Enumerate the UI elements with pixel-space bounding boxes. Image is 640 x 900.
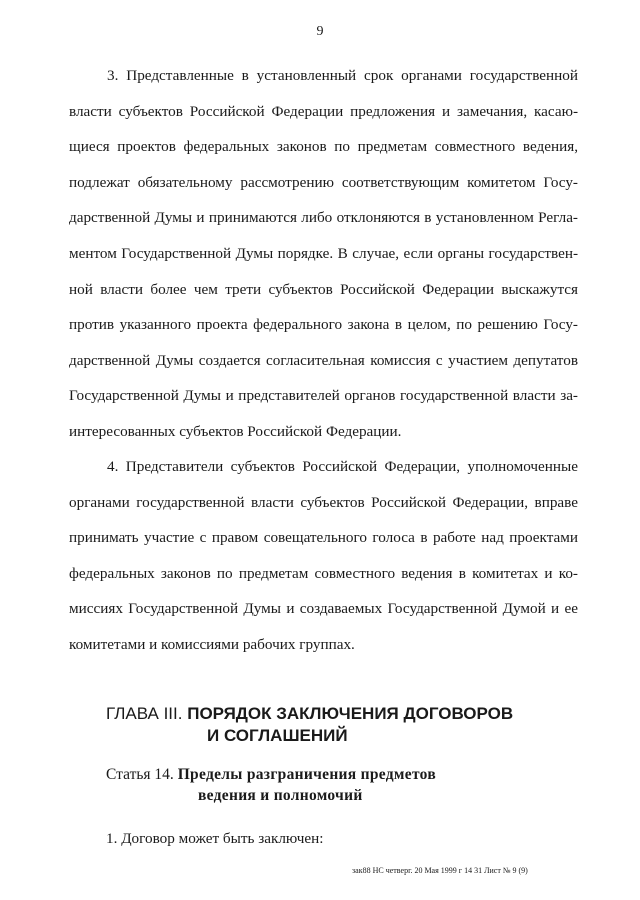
clause-1: 1. Договор может быть заключен: (106, 830, 324, 847)
paragraph-line: дарственной Думы и принимаются либо отклоняются в установленном Регла- (69, 209, 578, 227)
paragraph-line: Государственной Думы и представителей органов государственной власти за- (69, 387, 578, 405)
paragraph-line: ментом Государственной Думы порядке. В случае, если органы государствен- (69, 244, 578, 262)
chapter-heading (106, 703, 513, 747)
paragraph-line: федеральных законов по предметам совместного ведения в комитетах и ко- (69, 564, 578, 582)
paragraph-line: против указанного проекта федерального закона в целом, по решению Госу- (69, 316, 578, 334)
chapter-title-line-1: ПОРЯДОК ЗАКЛЮЧЕНИЯ ДОГОВОРОВ (187, 704, 514, 723)
footer-stamp: зак88 НС четверг. 20 Мая 1999 г 14 31 Лист № 9 (9) (352, 866, 528, 875)
paragraph-line: подлежат обязательному рассмотрению соответствующим комитетом Госу- (69, 173, 578, 191)
chapter-title-line-2: И СОГЛАШЕНИЙ (207, 726, 348, 745)
chapter-label: ГЛАВА III. (106, 704, 183, 723)
paragraph-line: дарственной Думы создается согласительная комиссия с участием депутатов (69, 351, 578, 369)
paragraph-line: щиеся проектов федеральных законов по предметам совместного ведения, (69, 138, 578, 156)
article-title-line-2: ведения и полномочий (198, 787, 363, 804)
paragraph-4 (69, 449, 578, 663)
paragraph-line: 3. Представленные в установленный срок органами государственной (107, 67, 578, 84)
paragraph-line: принимать участие с правом совещательного голоса в работе над проектами (69, 529, 578, 547)
article-heading (106, 764, 436, 806)
paragraph-line: интересованных субъектов Российской Федерации. (69, 422, 402, 440)
article-title-line-1: Пределы разграничения предметов (177, 766, 436, 783)
paragraph-3 (69, 58, 578, 450)
paragraph-line: комитетами и комиссиями рабочих группах. (69, 635, 355, 653)
paragraph-line: ной власти более чем трети субъектов Российской Федерации выскажутся (69, 280, 578, 298)
paragraph-line: власти субъектов Российской Федерации предложения и замечания, касаю- (69, 102, 578, 120)
paragraph-line: миссиях Государственной Думы и создаваемых Государственной Думой и ее (69, 600, 578, 618)
page-number: 9 (316, 24, 324, 39)
article-label: Статья 14. (106, 766, 174, 783)
paragraph-line: органами государственной власти субъектов Российской Федерации, вправе (69, 493, 578, 511)
paragraph-line: 4. Представители субъектов Российской Федерации, уполномоченные (107, 458, 578, 475)
